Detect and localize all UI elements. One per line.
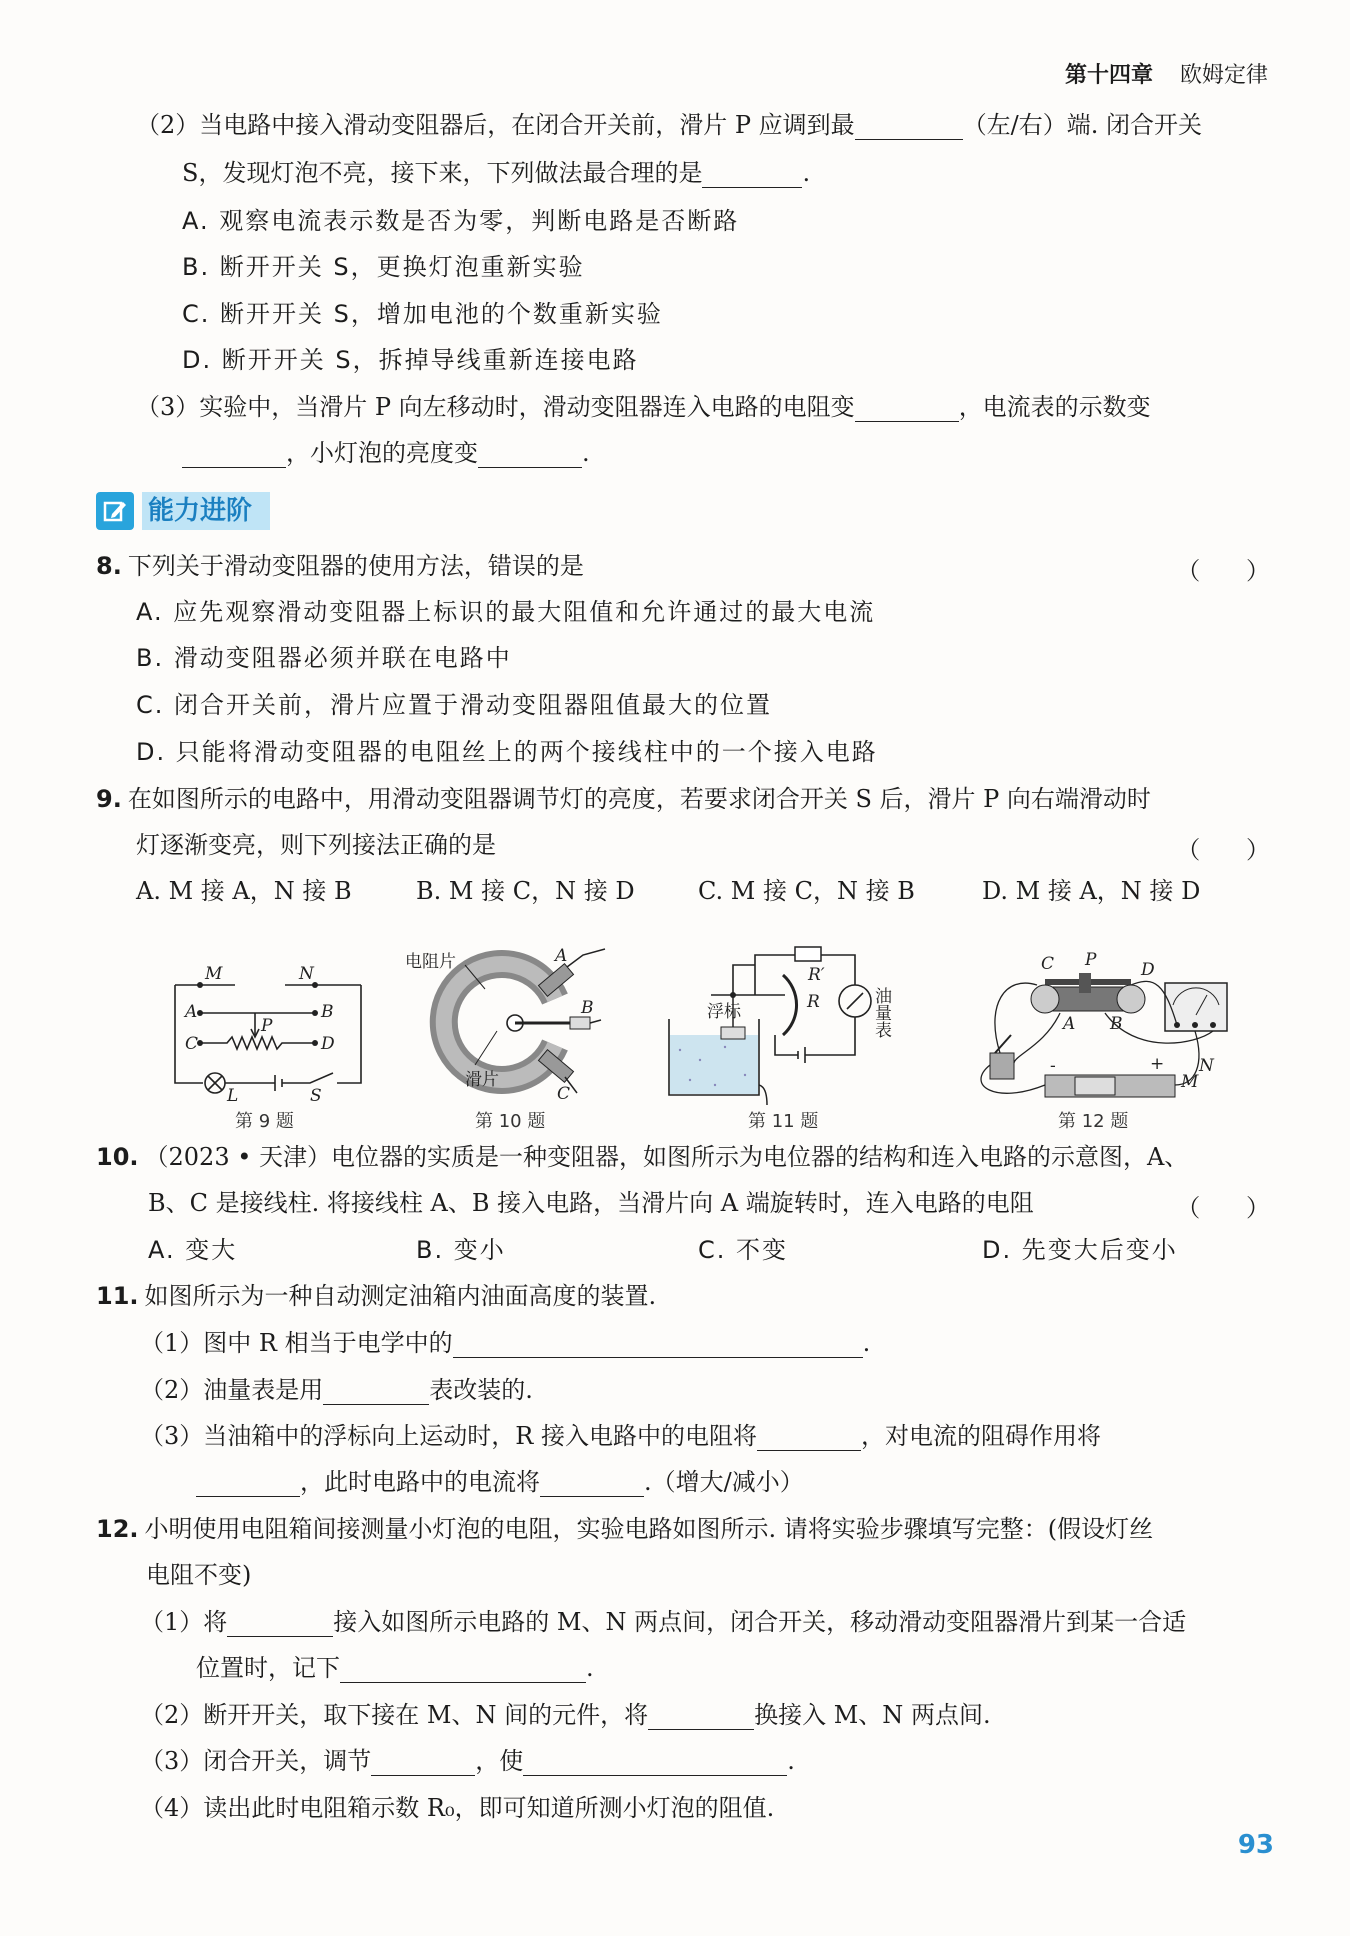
pencil-icon (96, 492, 134, 530)
figure-9-caption: 第 9 题 (235, 1111, 294, 1132)
q11-part1 (140, 1328, 870, 1358)
q12-step2 (140, 1700, 991, 1730)
q11-p3-text-d: .（增大/减小） (644, 1468, 804, 1496)
q12-step3 (140, 1746, 795, 1776)
answer-blank[interactable] (855, 396, 959, 422)
q11-part2 (140, 1375, 533, 1405)
q9-option-d[interactable]: D. M 接 A，N 接 D (982, 877, 1201, 905)
q9-stem-line2: 灯逐渐变亮，则下列接法正确的是 (136, 831, 496, 859)
q8-number: 8. (96, 552, 122, 580)
q7-p3-text-d: . (582, 439, 590, 467)
q8-stem (96, 551, 584, 581)
answer-blank[interactable] (323, 1379, 429, 1405)
chapter-title: 欧姆定律 (1179, 63, 1268, 88)
fig12-label-minus: - (1050, 1056, 1056, 1076)
answer-blank[interactable] (196, 1471, 300, 1497)
q11-stem-text: 如图所示为一种自动测定油箱内油面高度的装置. (144, 1282, 657, 1310)
answer-blank[interactable] (855, 114, 963, 140)
q7-p3-text-a: （3）实验中，当滑片 P 向左移动时，滑动变阻器连入电路的电阻变 (136, 393, 855, 421)
answer-blank[interactable] (540, 1471, 644, 1497)
fig9-label-l: L (227, 1086, 239, 1105)
q12-s1-text-d: . (586, 1654, 594, 1682)
q9-option-a[interactable]: A. M 接 A，N 接 B (136, 877, 352, 905)
q11-number: 11. (96, 1282, 139, 1310)
fig9-label-b: B (321, 1002, 334, 1022)
q10-answer-paren[interactable]: （ ） (1176, 1194, 1270, 1222)
q8-answer-paren[interactable]: （ ） (1176, 557, 1270, 585)
q8-option-a[interactable]: A. 应先观察滑动变阻器上标识的最大阻值和允许通过的最大电流 (136, 598, 876, 626)
figure-12-caption: 第 12 题 (1058, 1111, 1129, 1132)
page-header (1065, 58, 1268, 89)
q9-stem-line1 (96, 784, 1151, 814)
q10-option-c[interactable]: C. 不变 (698, 1236, 789, 1264)
q10-number: 10. (96, 1143, 139, 1171)
fig12-label-b: B (1110, 1014, 1123, 1034)
q7-p3-line2 (182, 438, 590, 468)
q12-step4: （4）读出此时电阻箱示数 R₀，即可知道所测小灯泡的阻值. (140, 1794, 775, 1822)
q7-p2-text-b: （左/右）端. 闭合开关 (962, 111, 1203, 139)
answer-blank[interactable] (371, 1750, 475, 1776)
q12-s1-text-a: （1）将 (140, 1608, 228, 1636)
fig9-label-d: D (321, 1034, 335, 1054)
section-title: 能力进阶 (142, 492, 270, 530)
figure-12-apparatus (955, 935, 1240, 1109)
q12-stem-text-1: 小明使用电阻箱间接测量小灯泡的电阻，实验电路如图所示. 请将实验步骤填写完整：(假设灯丝 (144, 1515, 1154, 1543)
chapter-label: 第十四章 (1064, 63, 1153, 88)
section-heading (96, 490, 270, 532)
q7-p3-line1 (136, 392, 1151, 422)
fig9-label-m: M (205, 964, 223, 984)
fig12-label-a: A (1063, 1014, 1076, 1034)
q11-p2-text: （2）油量表是用 (140, 1376, 324, 1404)
q12-stem-line1 (96, 1514, 1153, 1544)
answer-blank[interactable] (227, 1611, 333, 1637)
fig9-label-n: N (299, 964, 314, 984)
q9-number: 9. (96, 785, 122, 813)
q7-p3-text-b: ，电流表的示数变 (958, 393, 1151, 421)
q7-p2-line2 (182, 158, 810, 188)
fig9-label-p: P (261, 1016, 273, 1036)
fig10-label-c: C (557, 1084, 571, 1104)
q12-number: 12. (96, 1515, 139, 1543)
fig11-label-rp: R′ (808, 965, 825, 985)
fig11-label-gauge: 油量表 (871, 987, 891, 1038)
answer-blank[interactable] (182, 442, 286, 468)
q10-stem-line2: B、C 是接线柱. 将接线柱 A、B 接入电路，当滑片向 A 端旋转时，连入电路的电阻 (148, 1189, 1034, 1217)
answer-blank[interactable] (648, 1704, 754, 1730)
fig12-label-m: M (1181, 1072, 1199, 1092)
q9-answer-paren[interactable]: （ ） (1176, 836, 1270, 864)
q10-option-b[interactable]: B. 变小 (416, 1236, 506, 1264)
fig12-label-plus: + (1150, 1054, 1165, 1074)
q7-p2-text-a: （2）当电路中接入滑动变阻器后，在闭合开关前，滑片 P 应调到最 (136, 111, 855, 139)
q11-part3-line2 (196, 1467, 804, 1497)
q10-option-a[interactable]: A. 变大 (148, 1236, 238, 1264)
fig9-label-s: S (310, 1086, 322, 1105)
q10-option-d[interactable]: D. 先变大后变小 (982, 1236, 1178, 1264)
figure-10-potentiometer (405, 935, 615, 1109)
q11-p1-text: （1）图中 R 相当于电学中的 (140, 1329, 453, 1357)
fig12-label-c: C (1041, 954, 1055, 974)
q12-s1-text-b: 接入如图所示电路的 M、N 两点间，闭合开关，移动滑动变阻器滑片到某一合适 (333, 1608, 1187, 1636)
q7-option-a[interactable]: A. 观察电流表示数是否为零，判断电路是否断路 (182, 207, 740, 235)
figure-11-oil-gauge (655, 935, 915, 1114)
fig12-label-p: P (1085, 950, 1097, 970)
fig11-label-r: R (807, 992, 820, 1012)
q10-stem-line1 (96, 1142, 1188, 1172)
q12-s3-text-a: （3）闭合开关，调节 (140, 1747, 372, 1775)
figure-10-caption: 第 10 题 (475, 1111, 546, 1132)
answer-blank[interactable] (478, 442, 582, 468)
q11-p3-text-b: ，对电流的阻碍作用将 (860, 1422, 1101, 1450)
q11-stem (96, 1281, 656, 1311)
q8-option-d[interactable]: D. 只能将滑动变阻器的电阻丝上的两个接线柱中的一个接入电路 (136, 738, 878, 766)
q12-s3-text-c: . (787, 1747, 795, 1775)
answer-blank[interactable] (453, 1332, 863, 1358)
figure-9-circuit (165, 935, 365, 1109)
q12-s3-text-b: ，使 (475, 1747, 524, 1775)
q11-p3-text-c: ，此时电路中的电流将 (300, 1468, 540, 1496)
q9-option-c[interactable]: C. M 接 C，N 接 B (698, 877, 915, 905)
fig11-label-float: 浮标 (707, 1002, 741, 1022)
fig10-label-a: A (555, 946, 568, 966)
q12-stem-line2: 电阻不变) (146, 1561, 252, 1589)
q7-option-d[interactable]: D. 断开开关 S，拆掉导线重新连接电路 (182, 346, 639, 374)
fig10-label-resistor: 电阻片 (405, 952, 456, 972)
q7-option-c[interactable]: C. 断开开关 S，增加电池的个数重新实验 (182, 300, 663, 328)
page-number: 93 (1237, 1830, 1274, 1860)
q8-option-c[interactable]: C. 闭合开关前，滑片应置于滑动变阻器阻值最大的位置 (136, 691, 773, 719)
q8-option-b[interactable]: B. 滑动变阻器必须并联在电路中 (136, 644, 512, 672)
q12-s1-text-c: 位置时，记下 (196, 1654, 340, 1682)
q11-p2-end: 表改装的. (429, 1376, 533, 1404)
fig12-label-n: N (1199, 1056, 1214, 1076)
fig10-label-b: B (581, 998, 594, 1018)
q12-step1-line1 (140, 1607, 1186, 1637)
q7-p2-line1 (136, 110, 1202, 140)
q11-p1-end: . (862, 1329, 871, 1357)
q7-p3-text-c: ，小灯泡的亮度变 (286, 439, 478, 467)
q7-option-b[interactable]: B. 断开开关 S，更换灯泡重新实验 (182, 253, 585, 281)
q7-p2-text-c: S，发现灯泡不亮，接下来，下列做法最合理的是 (182, 159, 703, 187)
answer-blank[interactable] (523, 1750, 787, 1776)
fig10-label-slider: 滑片 (465, 1070, 499, 1090)
q11-p3-text-a: （3）当油箱中的浮标向上运动时，R 接入电路中的电阻将 (140, 1422, 757, 1450)
fig12-label-d: D (1141, 960, 1155, 980)
fig9-label-a: A (185, 1002, 198, 1022)
figure-11-caption: 第 11 题 (748, 1111, 819, 1132)
q10-stem-text-1: （2023 • 天津）电位器的实质是一种变阻器，如图所示为电位器的结构和连入电路的示意图，A、 (144, 1143, 1189, 1171)
q12-s2-text-a: （2）断开开关，取下接在 M、N 间的元件，将 (140, 1701, 649, 1729)
q11-part3-line1 (140, 1421, 1101, 1451)
q9-stem-text-1: 在如图所示的电路中，用滑动变阻器调节灯的亮度，若要求闭合开关 S 后，滑片 P 向右端滑动时 (127, 785, 1151, 813)
q7-p2-text-d: . (802, 159, 811, 187)
fig9-label-c: C (185, 1034, 199, 1054)
answer-blank[interactable] (340, 1657, 586, 1683)
answer-blank[interactable] (702, 162, 802, 188)
q12-step1-line2 (196, 1653, 594, 1683)
q12-s2-text-b: 换接入 M、N 两点间. (754, 1701, 991, 1729)
q8-stem-text: 下列关于滑动变阻器的使用方法，错误的是 (127, 552, 584, 580)
answer-blank[interactable] (757, 1425, 861, 1451)
q9-option-b[interactable]: B. M 接 C，N 接 D (416, 877, 635, 905)
